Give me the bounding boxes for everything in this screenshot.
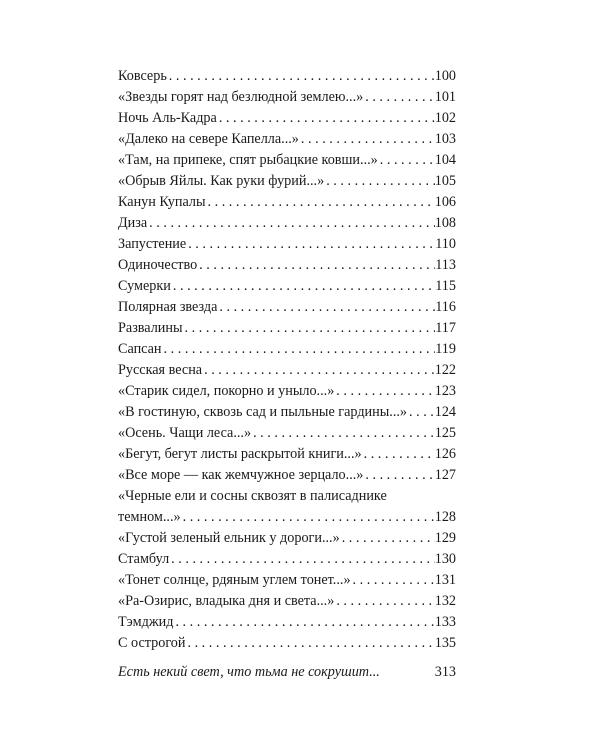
toc-entry-title: Диза	[118, 215, 148, 231]
toc-entry	[118, 234, 456, 255]
toc-entry-title: Стамбул	[118, 551, 170, 567]
toc-entry-line2	[118, 507, 456, 528]
toc-entry	[118, 318, 456, 339]
toc-entry-page: 106	[434, 194, 456, 210]
toc-entry-page: 117	[435, 320, 456, 336]
dot-leader	[324, 171, 435, 192]
toc-entry-title: «Все море — как жемчужное зерцало...»	[118, 467, 364, 483]
dot-leader	[363, 87, 435, 108]
toc-entry-page: 119	[435, 341, 456, 357]
toc-entry-page: 135	[434, 635, 456, 651]
toc-entry	[118, 444, 456, 465]
toc-entry-title: «Ра-Озирис, владыка дня и света...»	[118, 593, 335, 609]
toc-entry	[118, 108, 456, 129]
dot-leader	[217, 108, 435, 129]
toc-entry-page: 123	[434, 383, 456, 399]
dot-leader	[363, 465, 434, 486]
toc-entry	[118, 528, 456, 549]
toc-entry-title: «В гостиную, сквозь сад и пыльные гардины...»	[118, 404, 408, 420]
toc-entry-title: Полярная звезда	[118, 299, 218, 315]
toc-entry-page: 122	[434, 362, 456, 378]
toc-entry-title: «Там, на припеке, спят рыбацкие ковши...»	[118, 152, 378, 168]
dot-leader	[217, 297, 435, 318]
toc-entry-page: 128	[434, 509, 456, 525]
table-of-contents	[118, 66, 456, 654]
toc-entry-title: «Тонет солнце, рдяным углем тонет...»	[118, 572, 351, 588]
toc-entry-title-line2: темном...»	[118, 509, 181, 525]
dot-leader	[362, 444, 435, 465]
dot-leader	[173, 612, 434, 633]
toc-entry-title: Развалины	[118, 320, 183, 336]
toc-entry	[118, 423, 456, 444]
toc-entry-title: «Осень. Чащи леса...»	[118, 425, 252, 441]
toc-entry-title: С острогой	[118, 635, 186, 651]
toc-entry-title-line1: «Черные ели и сосны сквозят в палисаднике	[118, 488, 387, 504]
dot-leader	[299, 129, 435, 150]
toc-entry-page: 108	[434, 215, 456, 231]
toc-entry-page: 101	[434, 89, 456, 105]
dot-leader	[334, 591, 434, 612]
dot-leader	[334, 381, 434, 402]
toc-entry-page: 103	[434, 131, 456, 147]
running-title: Есть некий свет, что тьма не сокрушит...	[118, 664, 380, 680]
toc-entry-title: Ночь Аль-Кадра	[118, 110, 217, 126]
dot-leader	[185, 633, 434, 654]
toc-entry-page: 116	[435, 299, 456, 315]
toc-entry	[118, 360, 456, 381]
toc-entry-page: 125	[434, 425, 456, 441]
toc-entry-page: 127	[434, 467, 456, 483]
page-footer	[118, 664, 456, 681]
toc-entry	[118, 87, 456, 108]
dot-leader	[378, 150, 435, 171]
toc-entry-title: «Густой зеленый ельник у дороги...»	[118, 530, 340, 546]
dot-leader	[183, 318, 436, 339]
toc-entry-title: Ковсерь	[118, 68, 167, 84]
toc-entry-page: 115	[435, 278, 456, 294]
toc-entry	[118, 192, 456, 213]
toc-entry	[118, 276, 456, 297]
dot-leader	[167, 66, 435, 87]
toc-entry	[118, 297, 456, 318]
toc-entry	[118, 570, 456, 591]
toc-entry-page: 133	[434, 614, 456, 630]
dot-leader	[206, 192, 435, 213]
toc-entry	[118, 549, 456, 570]
toc-entry	[118, 129, 456, 150]
toc-entry-page: 132	[434, 593, 456, 609]
toc-entry	[118, 150, 456, 171]
toc-entry	[118, 465, 456, 486]
toc-entry	[118, 66, 456, 87]
toc-entry-page: 113	[435, 257, 456, 273]
toc-entry	[118, 612, 456, 633]
toc-entry-page: 102	[434, 110, 456, 126]
dot-leader	[186, 234, 435, 255]
toc-entry-page: 104	[434, 152, 456, 168]
toc-entry-page: 100	[434, 68, 456, 84]
dot-leader	[407, 402, 435, 423]
toc-entry-page: 129	[434, 530, 456, 546]
toc-entry-page: 105	[434, 173, 456, 189]
toc-entry-page: 126	[434, 446, 456, 462]
toc-entry-title: «Обрыв Яйлы. Как руки фурий...»	[118, 173, 325, 189]
dot-leader	[169, 549, 435, 570]
toc-entry-title: Сапсан	[118, 341, 162, 357]
toc-entry	[118, 486, 456, 528]
toc-entry-title: «Старик сидел, покорно и уныло...»	[118, 383, 335, 399]
dot-leader	[202, 360, 435, 381]
toc-entry-title: Одиночество	[118, 257, 198, 273]
toc-entry	[118, 402, 456, 423]
toc-entry	[118, 255, 456, 276]
dot-leader	[162, 339, 436, 360]
toc-entry-title: Канун Купалы	[118, 194, 206, 210]
toc-entry	[118, 339, 456, 360]
dot-leader	[351, 570, 435, 591]
toc-entry-title: Сумерки	[118, 278, 171, 294]
toc-entry-title: Русская весна	[118, 362, 203, 378]
toc-entry	[118, 633, 456, 654]
toc-entry-page: 124	[434, 404, 456, 420]
dot-leader	[181, 507, 435, 528]
toc-entry	[118, 171, 456, 192]
toc-entry-title: «Звезды горят над безлюдной землею...»	[118, 89, 364, 105]
dot-leader	[251, 423, 435, 444]
toc-entry-title: Тэмджид	[118, 614, 174, 630]
dot-leader	[340, 528, 435, 549]
toc-entry	[118, 213, 456, 234]
toc-entry-page: 131	[434, 572, 456, 588]
toc-entry	[118, 381, 456, 402]
toc-entry-page: 110	[435, 236, 456, 252]
dot-leader	[171, 276, 435, 297]
toc-entry-title: «Далеко на севере Капелла...»	[118, 131, 299, 147]
toc-entry-title: «Бегут, бегут листы раскрытой книги...»	[118, 446, 362, 462]
page-number: 313	[434, 664, 456, 680]
toc-entry-title: Запустение	[118, 236, 187, 252]
toc-entry-page: 130	[434, 551, 456, 567]
toc-entry	[118, 591, 456, 612]
dot-leader	[147, 213, 435, 234]
dot-leader	[197, 255, 435, 276]
